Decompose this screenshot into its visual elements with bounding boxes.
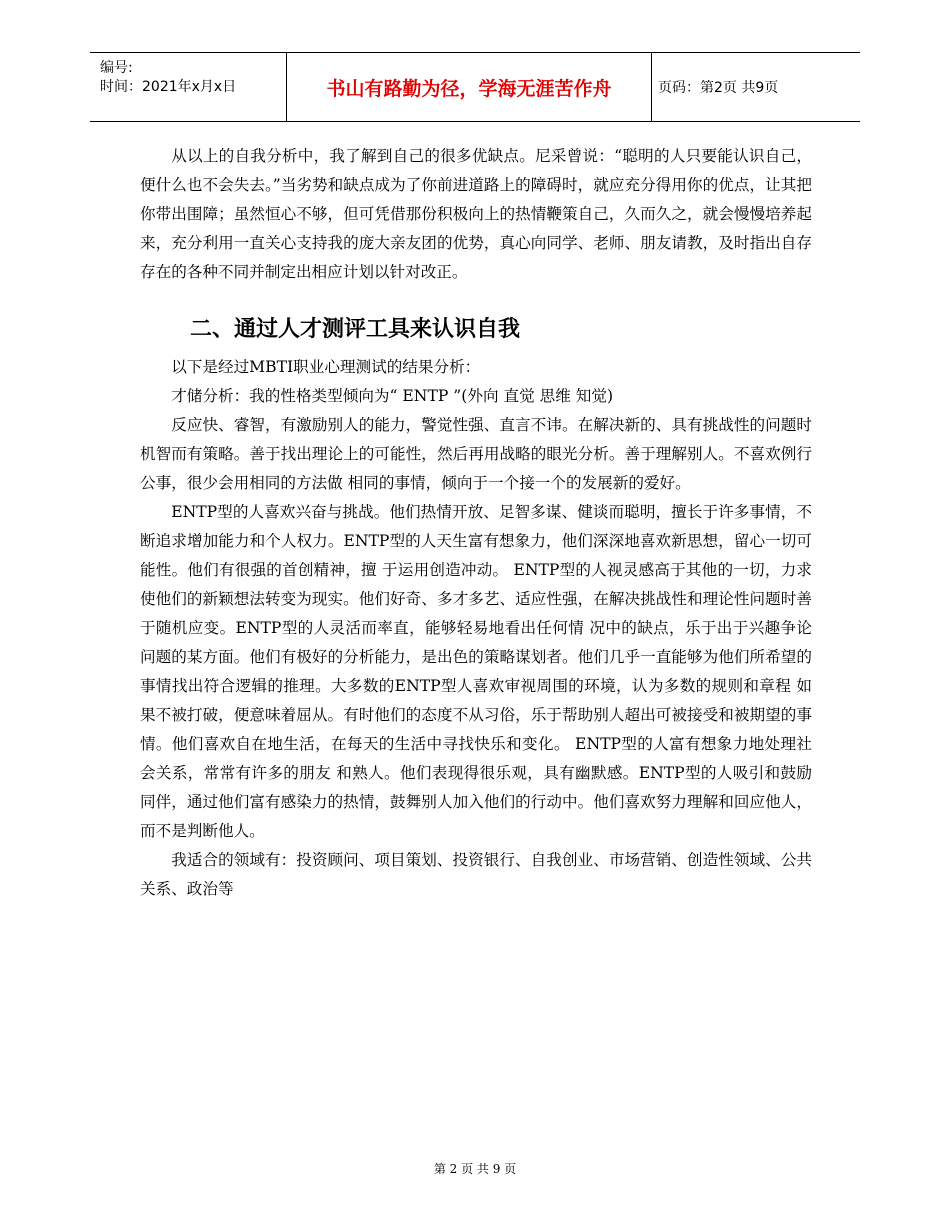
document-number-label: 编号:: [100, 60, 133, 76]
header-info: [100, 59, 236, 97]
page-header: [90, 52, 860, 122]
section-heading: 二、通过人才测评工具来认识自我: [190, 317, 521, 342]
header-motto: 书山有路勤为径，学海无涯苦作舟: [286, 53, 652, 121]
paragraph-self-analysis: 从以上的自我分析中，我了解到自己的很多优缺点。尼采曾说：“聪明的人只要能认识自己，便什么也不会失去。”当劣势和缺点成为了你前进道路上的障碍时，就应充分得用你的优点，让其把你带出围障；虽然恒心不够，但可凭借那份积极向上的热情鞭策自己，久而久之，就会慢慢培养起来，充分利用一直关心支持我的庞大亲友团的优势，真心向同学、老师、朋友请教，及时指出自存存在的各种不同并制定出相应计划以针对改正。: [140, 147, 812, 281]
header-page-info: 页码：第2页 共9页: [658, 80, 779, 96]
page-footer: 第 2 页 共 9 页: [433, 1162, 517, 1176]
document-time-label: 时间：2021年x月x日: [100, 79, 237, 95]
document-body: [140, 142, 812, 904]
paragraph-entp-description: ENTP型的人喜欢兴奋与挑战。他们热情开放、足智多谋、健谈而聪明，擅长于许多事情，不断追求增加能力和个人权力。ENTP型的人天生富有想象力，他们深深地喜欢新思想，留心一切可能性。他们有很强的首创精神，擅 于运用创造冲动。 ENTP型的人视灵感高于其他的一切，力求使他们的新颖想法转变为现实。他们好奇、多才多艺、适应性强，在解决挑战性和理论性问题时善于随机应变。ENTP型的人灵活而率直，能够轻易地看出任何情 况中的缺点，乐于出于兴趣争论问题的某方面。他们有极好的分析能力，是出色的策略谋划者。他们几乎一直能够为他们所希望的事情找出符合逻辑的推理。大多数的ENTP型人喜欢审视周围的环境，认为多数的规则和章程 如果不被打破，便意味着屈从。有时他们的态度不从习俗，乐于帮助别人超出可被接受和被期望的事情。他们喜欢自在地生活，在每天的生活中寻找快乐和变化。 ENTP型的人富有想象力地处理社会关系，常常有许多的朋友 和熟人。他们表现得很乐观，具有幽默感。ENTP型的人吸引和鼓励同伴，通过他们富有感染力的热情，鼓舞别人加入他们的行动中。他们喜欢努力理解和回应他人，而不是判断他人。: [140, 503, 812, 840]
paragraph-traits: 反应快、睿智，有激励别人的能力，警觉性强、直言不讳。在解决新的、具有挑战性的问题时机智而有策略。善于找出理论上的可能性，然后再用战略的眼光分析。善于理解别人。不喜欢例行公事，很少会用相同的方法做 相同的事情，倾向于一个接一个的发展新的爱好。: [140, 416, 812, 492]
paragraph-suitable-fields: 我适合的领域有：投资顾问、项目策划、投资银行、自我创业、市场营销、创造性领域、公共关系、政治等: [140, 851, 812, 898]
paragraph-mbti-intro: 以下是经过MBTI职业心理测试的结果分析：: [171, 358, 481, 376]
paragraph-personality-type: 才储分析：我的性格类型倾向为“ ENTP ”(外向 直觉 思维 知觉): [171, 387, 614, 405]
